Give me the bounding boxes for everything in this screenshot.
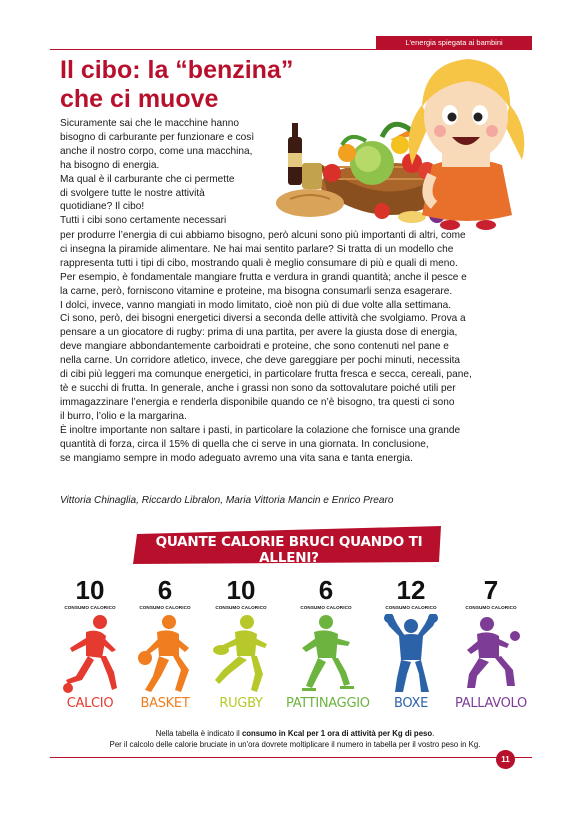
sport-boxe: [371, 576, 451, 711]
infographic-title: QUANTE CALORIE BRUCI QUANDO TI ALLENI?: [155, 534, 423, 566]
calorie-caption: CONSUMO CALORICO: [385, 605, 437, 610]
soccer-player-icon: [60, 614, 120, 694]
sport-pallavolo: [451, 576, 531, 711]
body-line: ci insegna la piramide alimentare. Ne hai mai sentito parlare? Si tratta di un modello che: [60, 243, 454, 255]
infographic-note: [60, 729, 530, 738]
intro-paragraph: [60, 117, 282, 228]
intro-line: Sicuramente sai che le macchine hanno: [60, 118, 239, 129]
body-line: Per esempio, è fondamentale mangiare frutta e verdura in grandi quantità; anche il pesce e: [60, 271, 467, 283]
sport-basket: [125, 576, 205, 711]
boxer-icon: [381, 614, 441, 694]
sport-name: PATTINAGGIO: [286, 696, 370, 711]
calorie-caption: CONSUMO CALORICO: [139, 605, 191, 610]
calorie-caption: CONSUMO CALORICO: [64, 605, 116, 610]
infographic-note-2: Per il calcolo delle calorie bruciate in un'ora dovrete moltiplicare il numero in tabella per il vostro peso in Kg.: [109, 740, 481, 749]
calorie-value: 7: [483, 575, 499, 605]
body-line: per produrre l’energia di cui abbiamo bisogno, però alcuni sono più importanti di altri, come: [60, 230, 466, 241]
intro-line: di svolgere tutte le nostre attività: [60, 187, 205, 199]
intro-line: Tutti i cibi sono certamente necessari: [60, 215, 227, 227]
sport-calcio: [50, 576, 130, 711]
body-line: quantità di forza, circa il 15% di quella che ci serve in una giornata. In conclusione,: [60, 438, 429, 450]
body-line: I dolci, invece, vanno mangiati in modo limitato, cioè non più di due volte alla settimana.: [60, 299, 452, 311]
intro-line: anche il nostro corpo, come una macchina,: [60, 145, 253, 157]
sport-rugby: [201, 576, 281, 711]
sport-name: BOXE: [393, 696, 428, 711]
body-line: di cibi più leggeri ma comunque energetici, in particolare frutta fresca e secca, cereali, pane,: [60, 369, 472, 381]
sport-name: BASKET: [140, 696, 190, 711]
calorie-value: 6: [318, 575, 334, 605]
body-line: pensare a un giocatore di rugby: prima di una partita, per avere la giusta dose di energia,: [60, 327, 458, 339]
calorie-value: 10: [226, 575, 256, 605]
food-basket-and-girl-illustration: [272, 45, 534, 230]
body-line: la carne, però, forniscono vitamine e proteine, ma bisogna consumarli senza esagerare.: [60, 285, 453, 297]
footer-rule: [50, 757, 532, 758]
sport-pattinaggio: [286, 575, 370, 711]
intro-line: Ma qual è il carburante che ci permette: [60, 173, 235, 185]
note-bold: consumo in Kcal per 1 ora di attività per Kg di peso: [241, 729, 433, 738]
calorie-caption: CONSUMO CALORICO: [215, 605, 267, 610]
calorie-value: 10: [75, 575, 105, 605]
calorie-caption: CONSUMO CALORICO: [465, 605, 517, 610]
title-line-2: che ci muove: [60, 85, 219, 113]
sport-name: CALCIO: [66, 696, 114, 711]
rugby-player-icon: [211, 614, 271, 694]
body-line: Ci sono, però, dei bisogni energetici diversi a seconda delle attività che svolgiamo. Prova a: [60, 313, 466, 325]
body-line: il burro, l’olio e la margarina.: [60, 410, 187, 422]
basketball-player-icon: [135, 614, 195, 694]
body-line: nella carne. Un corridore atletico, invece, che deve gareggiare per pochi minuti, necessita: [60, 355, 461, 367]
body-line: immagazzinare l’energia e renderla disponibile quando ce n’è bisogno, tra questi ci sono: [60, 396, 455, 408]
page-number: 11: [496, 750, 515, 769]
body-line: tè e succhi di frutta. In generale, anche i grassi non sono da sottovalutare poiché utili per: [60, 382, 456, 394]
calorie-value: 12: [396, 575, 426, 605]
body-line: deve mangiare abbondantemente carboidrati e proteine, che sono contenuti nel pane e: [60, 341, 449, 353]
intro-line: bisogno di carburante per funzionare e così: [60, 131, 255, 143]
calorie-caption: CONSUMO CALORICO: [300, 605, 352, 610]
volleyball-player-icon: [461, 614, 521, 694]
intro-line: ha bisogno di energia.: [60, 159, 160, 171]
body-paragraph: [60, 229, 530, 465]
note-suffix: .: [432, 729, 435, 738]
authors-credit: Vittoria Chinaglia, Riccardo Libralon, Maria Vittoria Mancin e Enrico Prearo: [60, 495, 394, 506]
title-line-1: Il cibo: la “benzina”: [60, 56, 294, 84]
cartoon-girl-icon: [409, 59, 525, 230]
sport-name: RUGBY: [219, 696, 263, 711]
note-prefix: Nella tabella è indicato il: [155, 729, 242, 738]
skater-icon: [296, 614, 356, 694]
sport-name: PALLAVOLO: [455, 696, 527, 711]
body-line: se mangiamo sempre in modo adeguato avremo una vita sana e tanta energia.: [60, 452, 413, 464]
intro-line: quotidiane? Il cibo!: [60, 201, 145, 213]
header-badge: L'energia spiegata ai bambini: [376, 36, 532, 49]
body-line: È inoltre importante non saltare i pasti, in particolare la colazione che fornisce una grande: [60, 424, 461, 436]
calorie-value: 6: [157, 575, 173, 605]
body-line: rappresenta tutti i tipi di cibo, mostrando quali è meglio consumare di più e quali di meno.: [60, 257, 458, 269]
